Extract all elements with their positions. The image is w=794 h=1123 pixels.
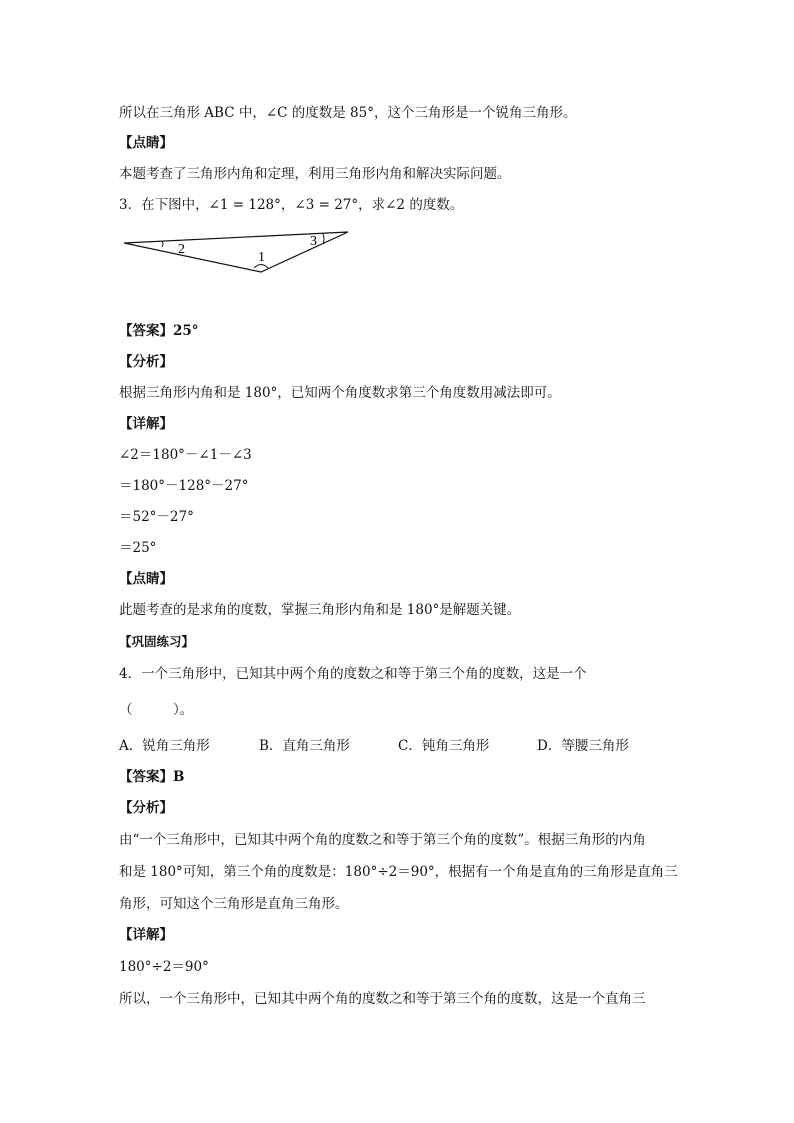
equation-line-1: ∠2＝180°－∠1－∠3 xyxy=(119,447,252,463)
angle-label-2: 2 xyxy=(178,242,185,257)
heading-comment: 【点睛】 xyxy=(119,135,173,151)
angle-3-arc xyxy=(323,234,324,244)
text-line-analysis-2c: 角形，可知这个三角形是直角三角形。 xyxy=(119,896,349,912)
text-line-conclusion: 所以在三角形 ABC 中，∠C 的度数是 85°，这个三角形是一个锐角三角形。 xyxy=(119,105,577,121)
text-line-comment-2: 此题考查的是求角的度数，掌握三角形内角和是 180°是解题关键。 xyxy=(119,602,521,618)
option-a: A．锐角三角形 xyxy=(119,738,210,754)
heading-comment-2: 【点睛】 xyxy=(119,571,173,587)
heading-detail-2: 【详解】 xyxy=(119,927,173,943)
text-line-comment: 本题考查了三角形内角和定理，利用三角形内角和解决实际问题。 xyxy=(119,166,511,182)
option-c: C．钝角三角形 xyxy=(398,738,490,754)
text-line-analysis-2b: 和是 180°可知，第三个角的度数是：180°÷2＝90°，根据有一个角是直角的三角形是直角三 xyxy=(119,864,678,880)
angle-label-1: 1 xyxy=(258,250,265,265)
heading-detail: 【详解】 xyxy=(119,416,173,432)
heading-analysis-2: 【分析】 xyxy=(119,800,173,816)
question-4: 4．一个三角形中，已知其中两个角的度数之和等于第三个角的度数，这是一个 xyxy=(119,666,587,682)
option-d: D．等腰三角形 xyxy=(537,738,629,754)
heading-practice: 【巩固练习】 xyxy=(119,634,195,649)
text-line-analysis: 根据三角形内角和是 180°，已知两个角度数求第三个角度数用减法即可。 xyxy=(119,385,561,401)
angle-2-arc xyxy=(162,241,163,247)
equation-line-4: ＝25° xyxy=(119,540,157,556)
question-4-blank: （ ）。 xyxy=(119,702,194,718)
answer-4: 【答案】B xyxy=(119,769,185,785)
question-3: 3．在下图中，∠1 = 128°，∠3 = 27°，求∠2 的度数。 xyxy=(119,197,464,213)
text-line-final: 所以，一个三角形中，已知其中两个角的度数之和等于第三个角的度数，这是一个直角三 xyxy=(119,991,646,1007)
equation-line-3: ＝52°－27° xyxy=(119,509,194,525)
triangle-figure xyxy=(118,228,358,278)
angle-1-arc xyxy=(254,265,268,269)
options-row xyxy=(119,736,679,756)
text-line-analysis-2a: 由“一个三角形中，已知其中两个角的度数之和等于第三个角的度数”。根据三角形的内角 xyxy=(119,832,646,848)
equation-line-5: 180°÷2＝90° xyxy=(119,959,209,975)
answer-3: 【答案】25° xyxy=(119,323,199,339)
angle-label-3: 3 xyxy=(310,234,317,249)
heading-analysis: 【分析】 xyxy=(119,354,173,370)
equation-line-2: ＝180°－128°－27° xyxy=(119,478,249,494)
option-b: B．直角三角形 xyxy=(259,738,350,754)
